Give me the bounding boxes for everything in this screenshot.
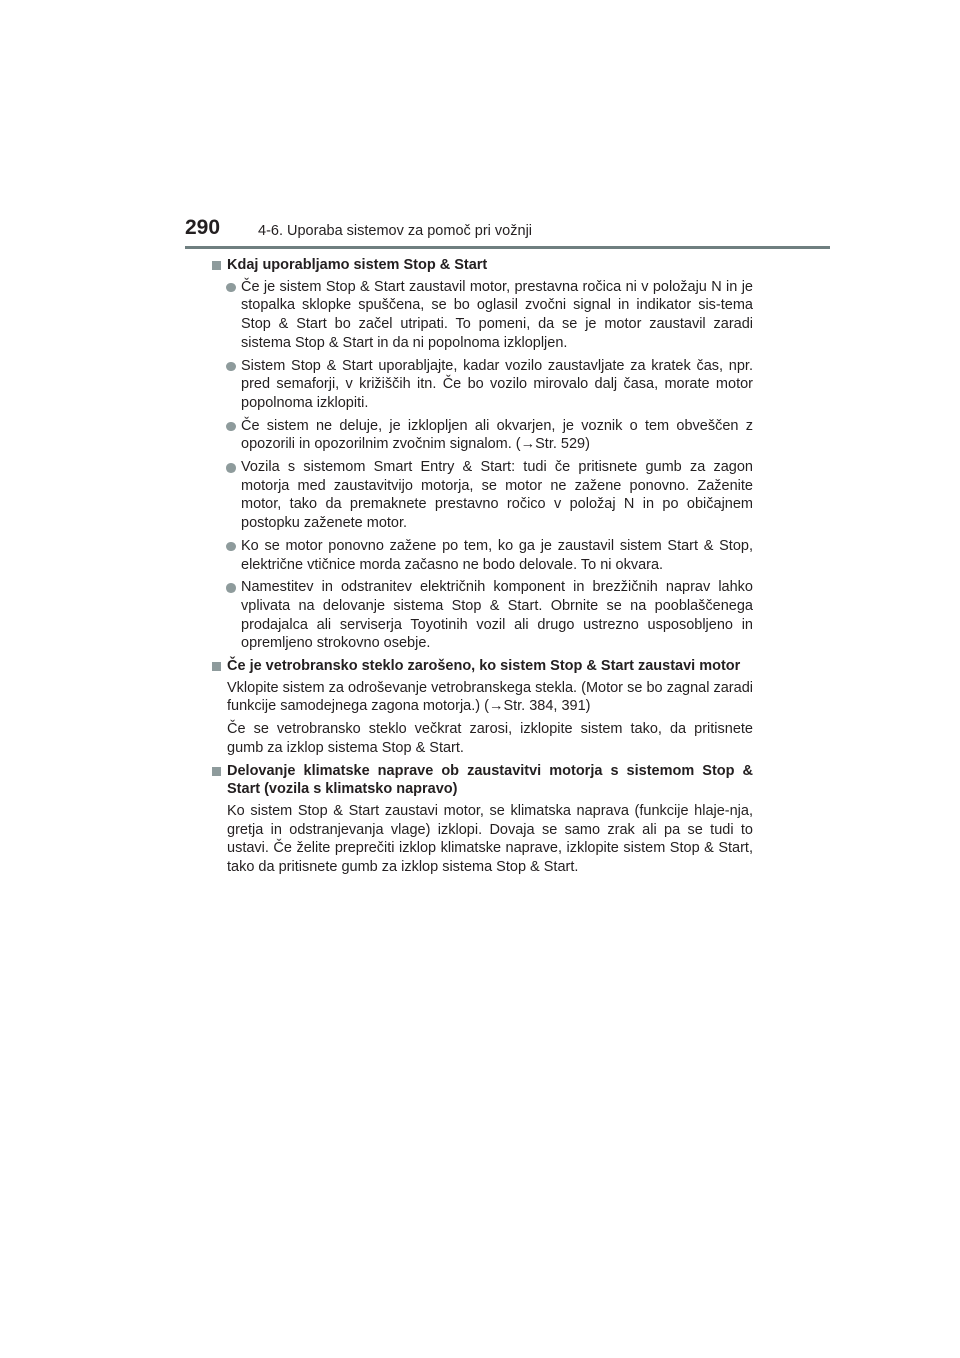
list-item xyxy=(211,537,753,574)
list-item xyxy=(211,458,753,533)
section-heading xyxy=(211,762,753,799)
square-bullet-icon xyxy=(212,261,221,270)
section-stop-start-usage xyxy=(211,256,753,653)
header-rule xyxy=(185,246,830,249)
list-item xyxy=(211,578,753,653)
list-item-text: Če je sistem Stop & Start zaustavil motor, prestavna ročica ni v položaju N in je stopalka sklopke spuščena, se bo oglasil zvočni signal in indikator sis-tema Stop & Start bo začel utripati. To pomeni, da se je motor zaustavil zaradi sistema Stop & Start in da ni popolnoma izklopljen. xyxy=(241,278,753,351)
circle-bullet-icon xyxy=(226,583,236,593)
circle-bullet-icon xyxy=(226,542,236,552)
square-bullet-icon xyxy=(212,662,221,671)
page-content xyxy=(211,256,753,881)
page-header xyxy=(0,0,960,275)
section-air-conditioning xyxy=(211,762,753,877)
page-number: 290 xyxy=(185,216,221,239)
section-heading xyxy=(211,657,753,676)
section-fogged-windshield xyxy=(211,657,753,758)
section-heading xyxy=(211,256,753,275)
circle-bullet-icon xyxy=(226,283,236,293)
paragraph: Ko sistem Stop & Start zaustavi motor, se klimatska naprava (funkcije hlaje-nja, gretja in odstranjevanja vlage) izklopi. Dovaja se samo zrak ali pa se tudi to ustavi. Če želite preprečiti izklop klimatske naprave, izklopite sistem Stop & Start, tako da pritisnete gumb za izklop sistema Stop & Start. xyxy=(227,802,753,876)
list-item xyxy=(211,357,753,413)
paragraph: Vklopite sistem za odroševanje vetrobranskega stekla. (Motor se bo zagnal zaradi funkcije samodejnega zagona motorja.) (→Str. 384, 391) xyxy=(227,679,753,715)
list-item-text: Vozila s sistemom Smart Entry & Start: tudi če pritisnete gumb za zagon motorja med zaustavitvijo motorja, se motor ne zažene ponovno. Zaženite motor, tako da premaknete prestavno ročico v položaj N in po običajnem postopku zaženete motor. xyxy=(241,459,753,532)
circle-bullet-icon xyxy=(226,463,236,473)
section-heading-text: Delovanje klimatske naprave ob zaustavitvi motorja s sistemom Stop & Start (vozila s klimatsko napravo) xyxy=(227,762,753,798)
square-bullet-icon xyxy=(212,767,221,776)
list-item-text: Če sistem ne deluje, je izklopljen ali okvarjen, je voznik o tem obveščen z opozorili in opozorilnim zvočnim signalom. (→Str. 529) xyxy=(241,417,753,453)
section-heading-text: Kdaj uporabljamo sistem Stop & Start xyxy=(227,257,488,273)
chapter-title: 4-6. Uporaba sistemov za pomoč pri vožnji xyxy=(258,223,533,239)
circle-bullet-icon xyxy=(226,362,236,372)
section-heading-text: Če je vetrobransko steklo zarošeno, ko sistem Stop & Start zaustavi motor xyxy=(227,658,741,675)
list-item xyxy=(211,417,753,454)
list-item xyxy=(211,278,753,353)
list-item-text: Namestitev in odstranitev električnih komponent in brezžičnih naprav lahko vplivata na delovanje sistema Stop & Start. Obrnite se na pooblaščenega prodajalca ali serviserja Toyotinih vozil ali drugo ustrezno usposobljeno in opremljeno strokovno osebje. xyxy=(241,579,753,652)
circle-bullet-icon xyxy=(226,422,236,432)
list-item-text: Sistem Stop & Start uporabljajte, kadar vozilo zaustavljate za kratek čas, npr. pred semaforji, v križiščih itn. Če bo vozilo mirovalo dalj časa, morate motor popolnoma izklopiti. xyxy=(241,357,753,411)
paragraph: Če se vetrobransko steklo večkrat zarosi, izklopite sistem tako, da pritisnete gumb za izklop sistema Stop & Start. xyxy=(227,721,753,756)
list-item-text: Ko se motor ponovno zažene po tem, ko ga je zaustavil sistem Start & Stop, električne vtičnice morda začasno ne bodo delovale. To ni okvara. xyxy=(241,537,753,573)
